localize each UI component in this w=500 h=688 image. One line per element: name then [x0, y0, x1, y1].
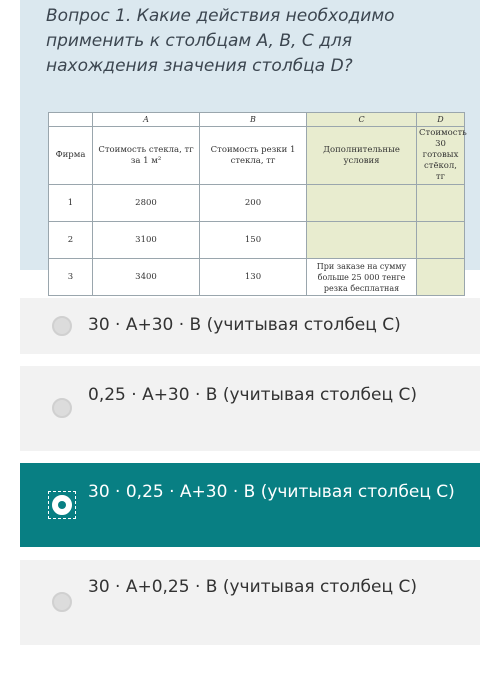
answer-option-label: 30 · 0,25 · A+30 · B (учитывая столбец C): [88, 482, 455, 502]
answer-option-1[interactable]: [20, 298, 480, 354]
cell-firm: 1: [49, 185, 93, 222]
header-cutting-cost: Стоимость резки 1 стекла, тг: [200, 127, 307, 185]
answer-option-label: 0,25 · A+30 · B (учитывая столбец C): [88, 385, 417, 405]
answer-option-2[interactable]: [20, 366, 480, 451]
cell-c: При заказе на сумму больше 25 000 тенге резка бесплатная: [307, 259, 417, 296]
answer-option-label: 30 · A+30 · B (учитывая столбец C): [88, 315, 401, 335]
radio-button-unchecked-icon[interactable]: [52, 592, 72, 612]
cell-a: 2800: [93, 185, 200, 222]
cell-d: [417, 222, 465, 259]
column-letter-empty: [49, 113, 93, 127]
radio-button-unchecked-icon[interactable]: [52, 316, 72, 336]
question-card: [20, 0, 480, 293]
cell-d: [417, 259, 465, 296]
cell-c: [307, 222, 417, 259]
cell-b: 130: [200, 259, 307, 296]
cell-a: 3400: [93, 259, 200, 296]
data-table: [48, 112, 465, 296]
header-total-cost: Стоимость 30 готовых стёкол, тг: [417, 127, 465, 185]
answer-option-3[interactable]: [20, 463, 480, 547]
column-letter-row: [49, 113, 465, 127]
cell-b: 150: [200, 222, 307, 259]
table-row: [49, 259, 465, 296]
table-header-row: [49, 127, 465, 185]
table-row: [49, 222, 465, 259]
header-conditions: Дополнительные условия: [307, 127, 417, 185]
column-letter-b: B: [200, 113, 307, 127]
cell-b: 200: [200, 185, 307, 222]
header-firm: Фирма: [49, 127, 93, 185]
focus-ring: [48, 491, 76, 519]
answer-option-4[interactable]: [20, 560, 480, 645]
question-image-table: [48, 112, 467, 293]
cell-a: 3100: [93, 222, 200, 259]
cell-d: [417, 185, 465, 222]
answer-option-label: 30 · A+0,25 · B (учитывая столбец C): [88, 577, 417, 597]
cell-firm: 3: [49, 259, 93, 296]
question-text: Вопрос 1. Какие действия необходимо применить к столбцам A, B, C для нахождения значения столбца D?: [46, 6, 395, 76]
column-letter-d: D: [417, 113, 465, 127]
table-row: [49, 185, 465, 222]
radio-button-checked-icon[interactable]: [52, 495, 72, 515]
radio-button-unchecked-icon[interactable]: [52, 398, 72, 418]
cell-c: [307, 185, 417, 222]
cell-firm: 2: [49, 222, 93, 259]
header-glass-cost: Стоимость стекла, тг за 1 м²: [93, 127, 200, 185]
column-letter-c: C: [307, 113, 417, 127]
column-letter-a: A: [93, 113, 200, 127]
